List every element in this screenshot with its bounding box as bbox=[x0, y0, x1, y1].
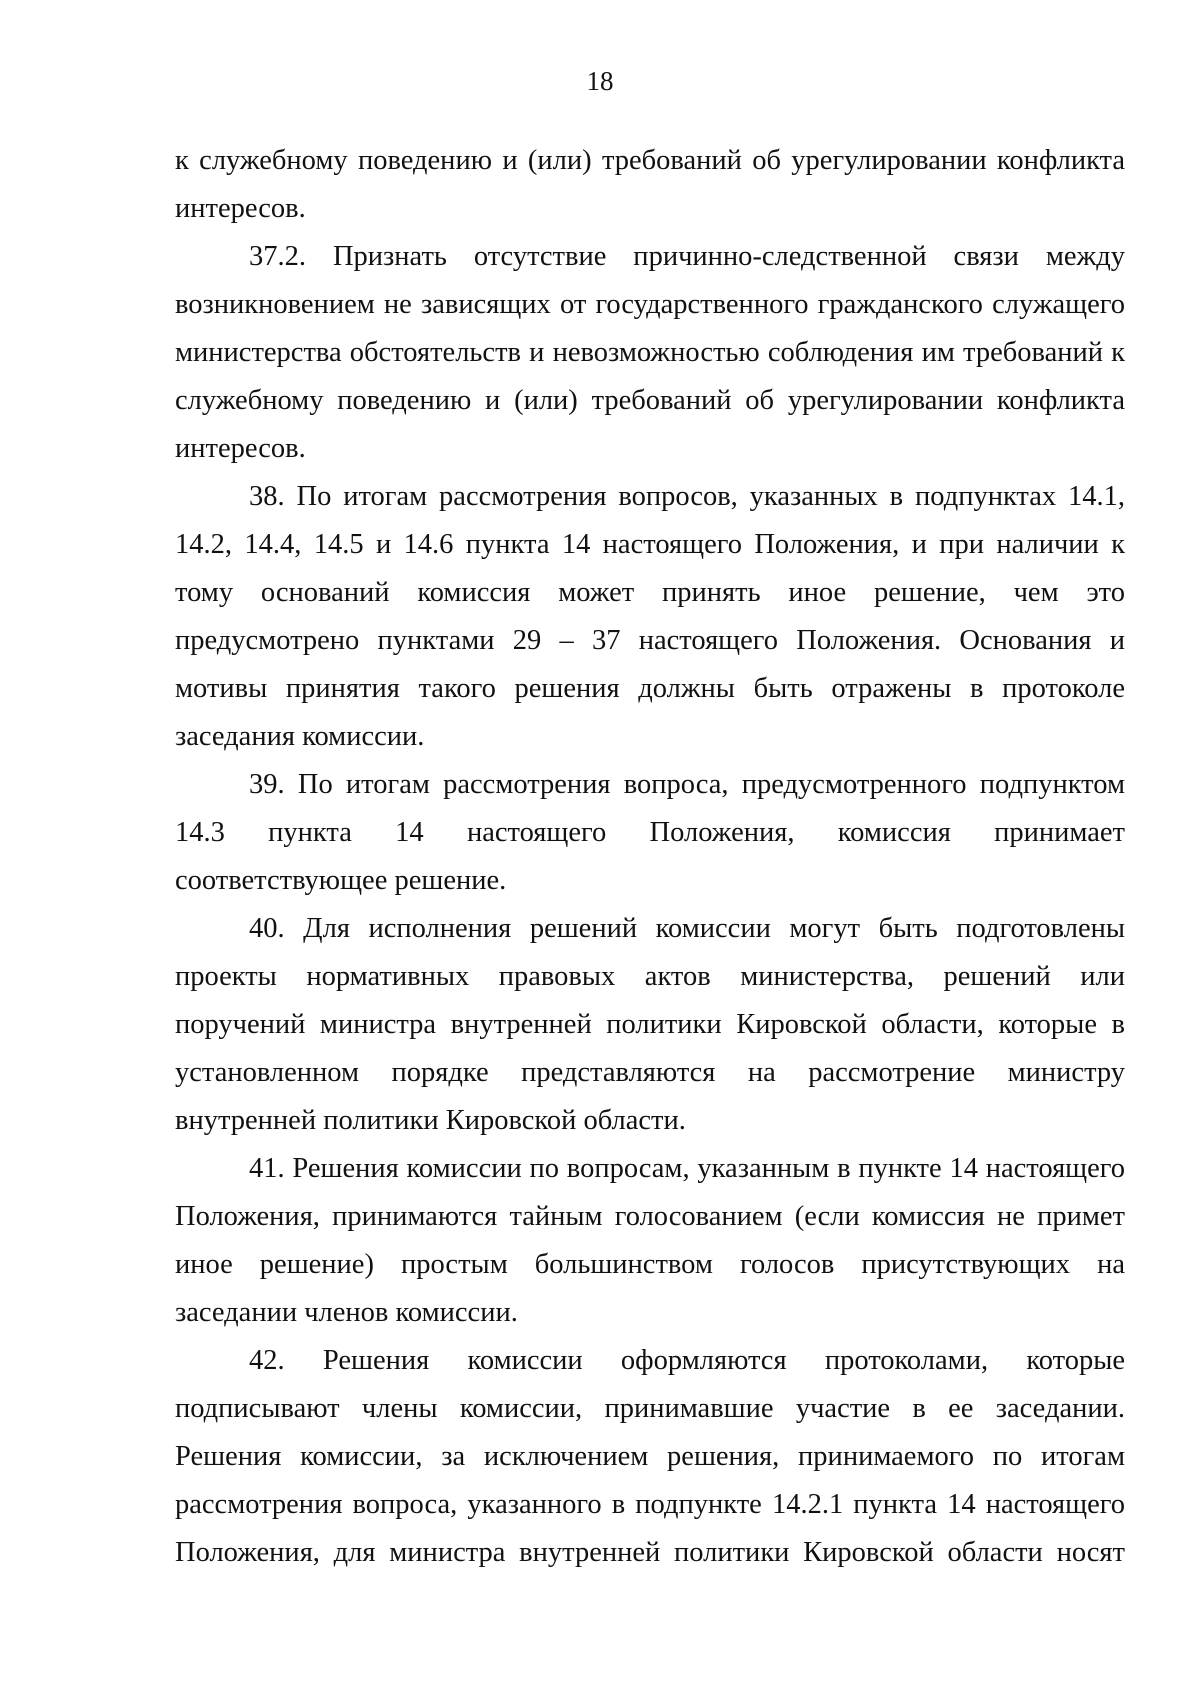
paragraph-38: 38. По итогам рассмотрения вопросов, указанных в подпунктах 14.1, 14.2, 14.4, 14.5 и 14.6 пункта 14 настоящего Положения, и при наличии к тому оснований комиссия может принять иное решение, чем это предусмотрено пунктами 29 – 37 настоящего Положения. Основания и мотивы принятия такого решения должны быть отражены в протоколе заседания комиссии. bbox=[175, 481, 1125, 752]
document-body bbox=[175, 137, 1125, 1577]
paragraph-42: 42. Решения комиссии оформляются протоколами, которые подписывают члены комиссии, принимавшие участие в ее заседании. Решения комиссии, за исключением решения, принимаемого по итогам рассмотрения вопроса, указанного в подпункте 14.2.1 пункта 14 настоящего Положения, для министра внутренней политики Кировской области носят bbox=[175, 1345, 1125, 1568]
paragraph-37-2: 37.2. Признать отсутствие причинно-следственной связи между возникновением не зависящих от государственного гражданского служащего министерства обстоятельств и невозможностью соблюдения им требований к служебному поведению и (или) требований об урегулировании конфликта интересов. bbox=[175, 241, 1125, 464]
paragraph-continuation: к служебному поведению и (или) требований об урегулировании конфликта интересов. bbox=[175, 145, 1125, 224]
paragraph-39: 39. По итогам рассмотрения вопроса, предусмотренного подпунктом 14.3 пункта 14 настоящего Положения, комиссия принимает соответствующее решение. bbox=[175, 769, 1125, 896]
paragraph-41: 41. Решения комиссии по вопросам, указанным в пункте 14 настоящего Положения, принимаются тайным голосованием (если комиссия не примет иное решение) простым большинством голосов присутствующих на заседании членов комиссии. bbox=[175, 1153, 1125, 1328]
page-number: 18 bbox=[586, 66, 614, 96]
paragraph-40: 40. Для исполнения решений комиссии могут быть подготовлены проекты нормативных правовых актов министерства, решений или поручений министра внутренней политики Кировской области, которые в установленном порядке представляются на рассмотрение министру внутренней политики Кировской области. bbox=[175, 913, 1125, 1136]
